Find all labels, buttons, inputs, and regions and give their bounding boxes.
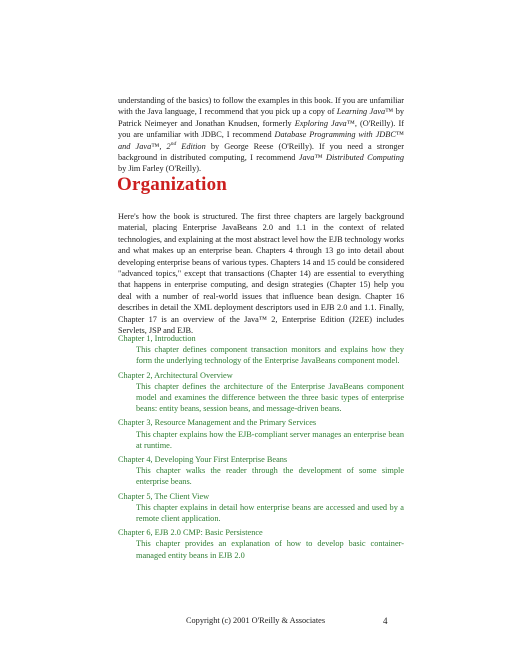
chapter-description: This chapter explains in detail how enterprise beans are accessed and used by a remote client application. — [136, 502, 404, 524]
chapter-entry — [118, 333, 404, 367]
chapter-title: Chapter 1, Introduction — [118, 334, 196, 343]
chapter-title: Chapter 3, Resource Management and the Primary Services — [118, 418, 317, 428]
book-title-exploring-java: Exploring Java™ — [294, 118, 355, 128]
intro-text-1: understanding of the basics) to follow the examples in this book. If you are unfamiliar with the Java language, I recommend that you pick up a copy of — [118, 96, 404, 117]
chapter-description: This chapter defines component transaction monitors and explains how they form the underlying technology of the Enterprise JavaBeans component model. — [136, 345, 404, 366]
chapter-entry — [118, 454, 404, 488]
edition-superscript: nd — [170, 140, 177, 147]
intro-text-3: , (O'Reilly). If you are unfamiliar with JDBC, I recommend — [118, 118, 404, 140]
book-title-learning-java: Learning Java™ — [336, 107, 394, 117]
organization-paragraph: Here's how the book is structured. The first three chapters are largely background material, placing Enterprise JavaBeans 2.0 and 1.1 in the context of related technologies, and explaining at the most abstract level how the EJB technology works and what makes up an enterprise bean. Chapters 4 through 13 go into detail about developing enterprise beans of various types. Chapters 14 and 15 could be considered "advanced topics," except that transactions (Chapter 14) are essential to everything that happens in enterprise computing, and design strategies (Chapter 15) help you deal with a number of real-world issues that influence bean design. Chapter 16 describes in detail the XML deployment descriptors used in EJB 2.0 and 1.1. Finally, Chapter 17 is an overview of the Java™ 2, Enterprise Edition (J2EE) includes Servlets, JSP and EJB. — [118, 212, 404, 336]
section-heading: Organization — [117, 174, 228, 195]
book-title-distributed-computing: Java™ Distributed Computing — [298, 153, 404, 163]
chapter-title: Chapter 5, The Client View — [118, 491, 210, 501]
chapter-title: Chapter 4, Developing Your First Enterprise Beans — [118, 455, 288, 465]
intro-paragraph — [118, 95, 404, 175]
chapter-description: This chapter walks the reader through the development of some simple enterprise beans. — [136, 466, 404, 487]
chapter-description: This chapter defines the architecture of the Enterprise JavaBeans component model and examines the difference between the three basic types of enterprise beans: entity beans, session beans, and message-driven beans. — [136, 381, 404, 414]
chapter-title: Chapter 2, Architectural Overview — [118, 370, 233, 380]
intro-text-5: by Jim Farley (O'Reilly). — [118, 164, 202, 174]
page-number: 4 — [383, 616, 388, 626]
chapter-entry — [118, 527, 404, 561]
chapter-entry — [118, 370, 404, 415]
chapter-title: Chapter 6, EJB 2.0 CMP: Basic Persistence — [118, 528, 263, 538]
chapter-entry — [118, 491, 404, 525]
book-title-main: Database Programming with JDBC™ and Java™, 2 — [118, 130, 404, 151]
chapter-list — [118, 333, 404, 564]
intro-text-4: by George Reese (O'Reilly). If you need a stronger background in distributed computing, I recommend — [118, 141, 404, 163]
chapter-entry — [118, 417, 404, 451]
book-title-edition: Edition — [176, 141, 206, 151]
chapter-description: This chapter provides an explanation of how to develop basic container-managed entity beans in EJB 2.0 — [136, 539, 404, 560]
chapter-description: This chapter explains how the EJB-compliant server manages an enterprise bean at runtime. — [136, 429, 404, 450]
intro-text-2: by Patrick Neimeyer and Jonathan Knudsen, formerly — [118, 107, 405, 128]
copyright-footer: Copyright (c) 2001 O'Reilly & Associates — [186, 616, 326, 625]
